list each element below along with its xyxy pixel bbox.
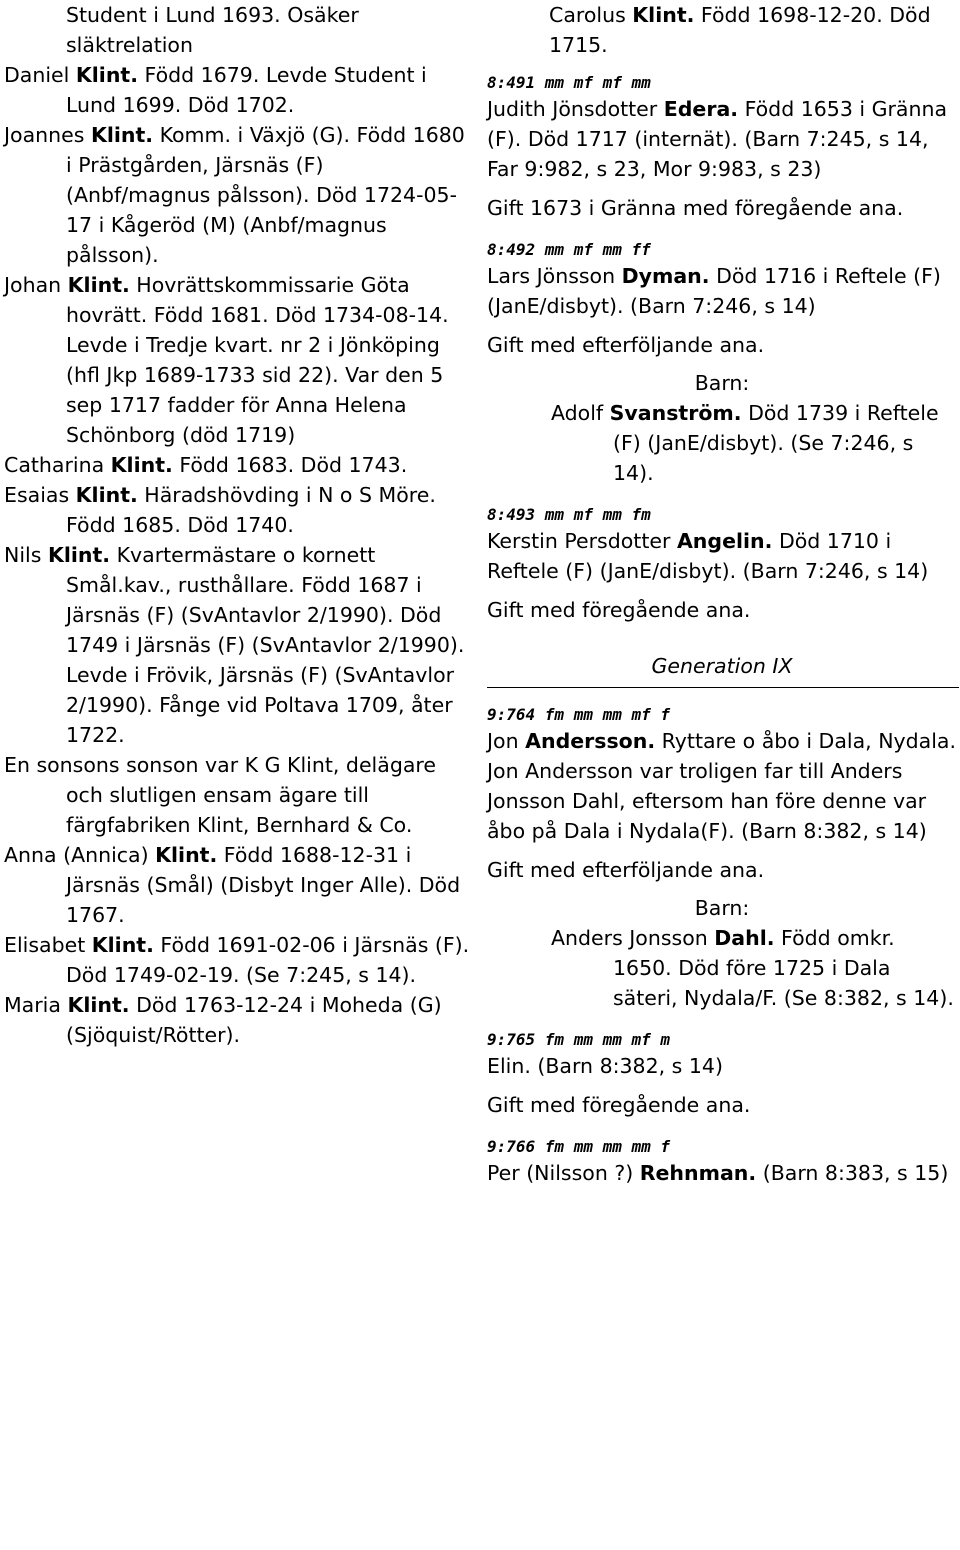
entry-text: (Barn 8:383, s 15) [756,1161,949,1185]
entry-text: Hovrättskommissarie Göta hovrätt. Född 1681. Död 1734-08-14. Levde i Tredje kvart. nr 2 i Jönköping (hfl Jkp 1689-1733 sid 22). Var den 5 sep 1717 fadder för Anna Helena Schönborg (död 1719) [66,273,449,447]
surname: Klint. [632,3,695,27]
ancestor-id: 9:766 fm mm mm mm f [487,1137,671,1156]
generation-heading: Generation IX [651,654,793,678]
child-entry [487,398,957,488]
surname: Edera. [663,97,739,121]
person-entry [4,540,474,750]
entry-text: Född 1688-12-31 i Järsnäs (Smål) (Disbyt Inger Alle). Död 1767. [66,843,461,927]
ancestor-id: 8:492 mm mf mm ff [487,240,651,259]
person-entry [487,726,957,846]
surname: Klint. [90,123,154,147]
child-entry [487,923,957,1013]
entry-text: Född 1679. Levde Student i Lund 1699. Död 1702. [66,63,427,117]
person-entry [4,840,474,930]
surname: Klint. [75,483,138,507]
person-entry [487,1051,957,1081]
children-heading: Barn: [694,371,750,395]
marriage-note: Gift med föregående ana. [487,1093,751,1117]
person-entry [487,94,957,184]
given-name: Nils [4,543,48,567]
note-entry [4,750,474,840]
entry-text: Född 1698-12-20. Död 1715. [549,3,931,57]
marriage-note: Gift med efterföljande ana. [487,858,765,882]
entry-text: Häradshövding i N o S Möre. Född 1685. Död 1740. [66,483,436,537]
surname: Klint. [110,453,173,477]
person-entry [487,526,957,586]
given-name: Johan [4,273,68,297]
surname: Klint. [91,933,154,957]
person-entry [4,450,474,480]
entry-text: Född 1691-02-06 i Järsnäs (F). Död 1749-02-19. (Se 7:245, s 14). [66,933,470,987]
person-entry [487,261,957,321]
marriage-note: Gift 1673 i Gränna med föregående ana. [487,196,904,220]
given-name: Adolf [551,401,610,425]
person-entry [487,1158,957,1188]
person-entry [4,270,474,450]
surname: Dyman. [621,264,710,288]
children-heading: Barn: [694,896,750,920]
given-name: Esaias [4,483,76,507]
given-name: Anders Jonsson [551,926,715,950]
entry-text: Kvartermästare o kornett Smål.kav., rusthållare. Född 1687 i Järsnäs (F) (SvAntavlor 2/1990). Död 1749 i Järsnäs (F) (SvAntavlor 2/1990). Levde i Frövik, Järsnäs (F) (SvAntavlor 2/1990). Fånge vid Poltava 1709, åter 1722. [66,543,465,747]
surname: Klint. [47,543,111,567]
continued-entry [4,0,474,60]
ancestor-id: 8:491 mm mf mf mm [487,73,651,92]
entry-text: Död 1716 i Reftele (F) (JanE/disbyt). (Barn 7:246, s 14) [487,264,941,318]
surname: Andersson. [525,729,656,753]
given-name: Per (Nilsson ?) [487,1161,640,1185]
entry-text: Född 1683. Död 1743. [172,453,408,477]
person-entry [4,120,474,270]
given-name: Daniel [4,63,76,87]
entry-text: Död 1739 i Reftele (F) (JanE/disbyt). (Se 7:246, s 14). [613,401,939,485]
entry-text: Student i Lund 1693. Osäker släktrelation [66,3,359,57]
person-entry [4,930,474,990]
marriage-note: Gift med efterföljande ana. [487,333,765,357]
person-entry [4,990,474,1050]
given-name: Maria [4,993,68,1017]
entry-text: Född 1653 i Gränna (F). Död 1717 (internät). (Barn 7:245, s 14, Far 9:982, s 23, Mor 9:983, s 23) [487,97,948,181]
left-column [4,0,474,1050]
right-column [487,0,957,1188]
given-name: Jon [487,729,526,753]
surname: Svanström. [609,401,742,425]
surname: Angelin. [676,529,773,553]
given-name: Kerstin Persdotter [487,529,677,553]
given-name: Catharina [4,453,111,477]
person-entry [4,60,474,120]
surname: Klint. [155,843,218,867]
entry-text: Död 1710 i Reftele (F) (JanE/disbyt). (Barn 7:246, s 14) [487,529,929,583]
given-name: Anna (Annica) [4,843,156,867]
person-entry [4,480,474,540]
given-name: Judith Jönsdotter [487,97,664,121]
generation-divider [487,687,959,688]
entry-text: Född omkr. 1650. Död före 1725 i Dala säteri, Nydala/F. (Se 8:382, s 14). [613,926,954,1010]
surname: Klint. [67,993,130,1017]
marriage-note: Gift med föregående ana. [487,598,751,622]
surname: Rehnman. [639,1161,757,1185]
continued-entry [487,0,957,60]
ancestor-id: 8:493 mm mf mm fm [487,505,651,524]
entry-text: Elin. (Barn 8:382, s 14) [487,1054,723,1078]
entry-text: Komm. i Växjö (G). Född 1680 i Prästgården, Järsnäs (F) (Anbf/magnus pålsson). Död 1724-05-17 i Kågeröd (M) (Anbf/magnus pålsson). [66,123,465,267]
surname: Dahl. [714,926,775,950]
given-name: Carolus [549,3,633,27]
entry-text: Död 1763-12-24 i Moheda (G) (Sjöquist/Rötter). [66,993,442,1047]
entry-text: En sonsons sonson var K G Klint, delägare och slutligen ensam ägare till färgfabriken Klint, Bernhard & Co. [4,753,436,837]
given-name: Joannes [4,123,91,147]
ancestor-id: 9:764 fm mm mm mf f [487,705,671,724]
ancestor-id: 9:765 fm mm mm mf m [487,1030,671,1049]
given-name: Elisabet [4,933,92,957]
surname: Klint. [67,273,130,297]
entry-text: Ryttare o åbo i Dala, Nydala. Jon Andersson var troligen far till Anders Jonsson Dahl, eftersom han före denne var åbo på Dala i Nydala(F). (Barn 8:382, s 14) [487,729,957,843]
surname: Klint. [75,63,138,87]
given-name: Lars Jönsson [487,264,622,288]
